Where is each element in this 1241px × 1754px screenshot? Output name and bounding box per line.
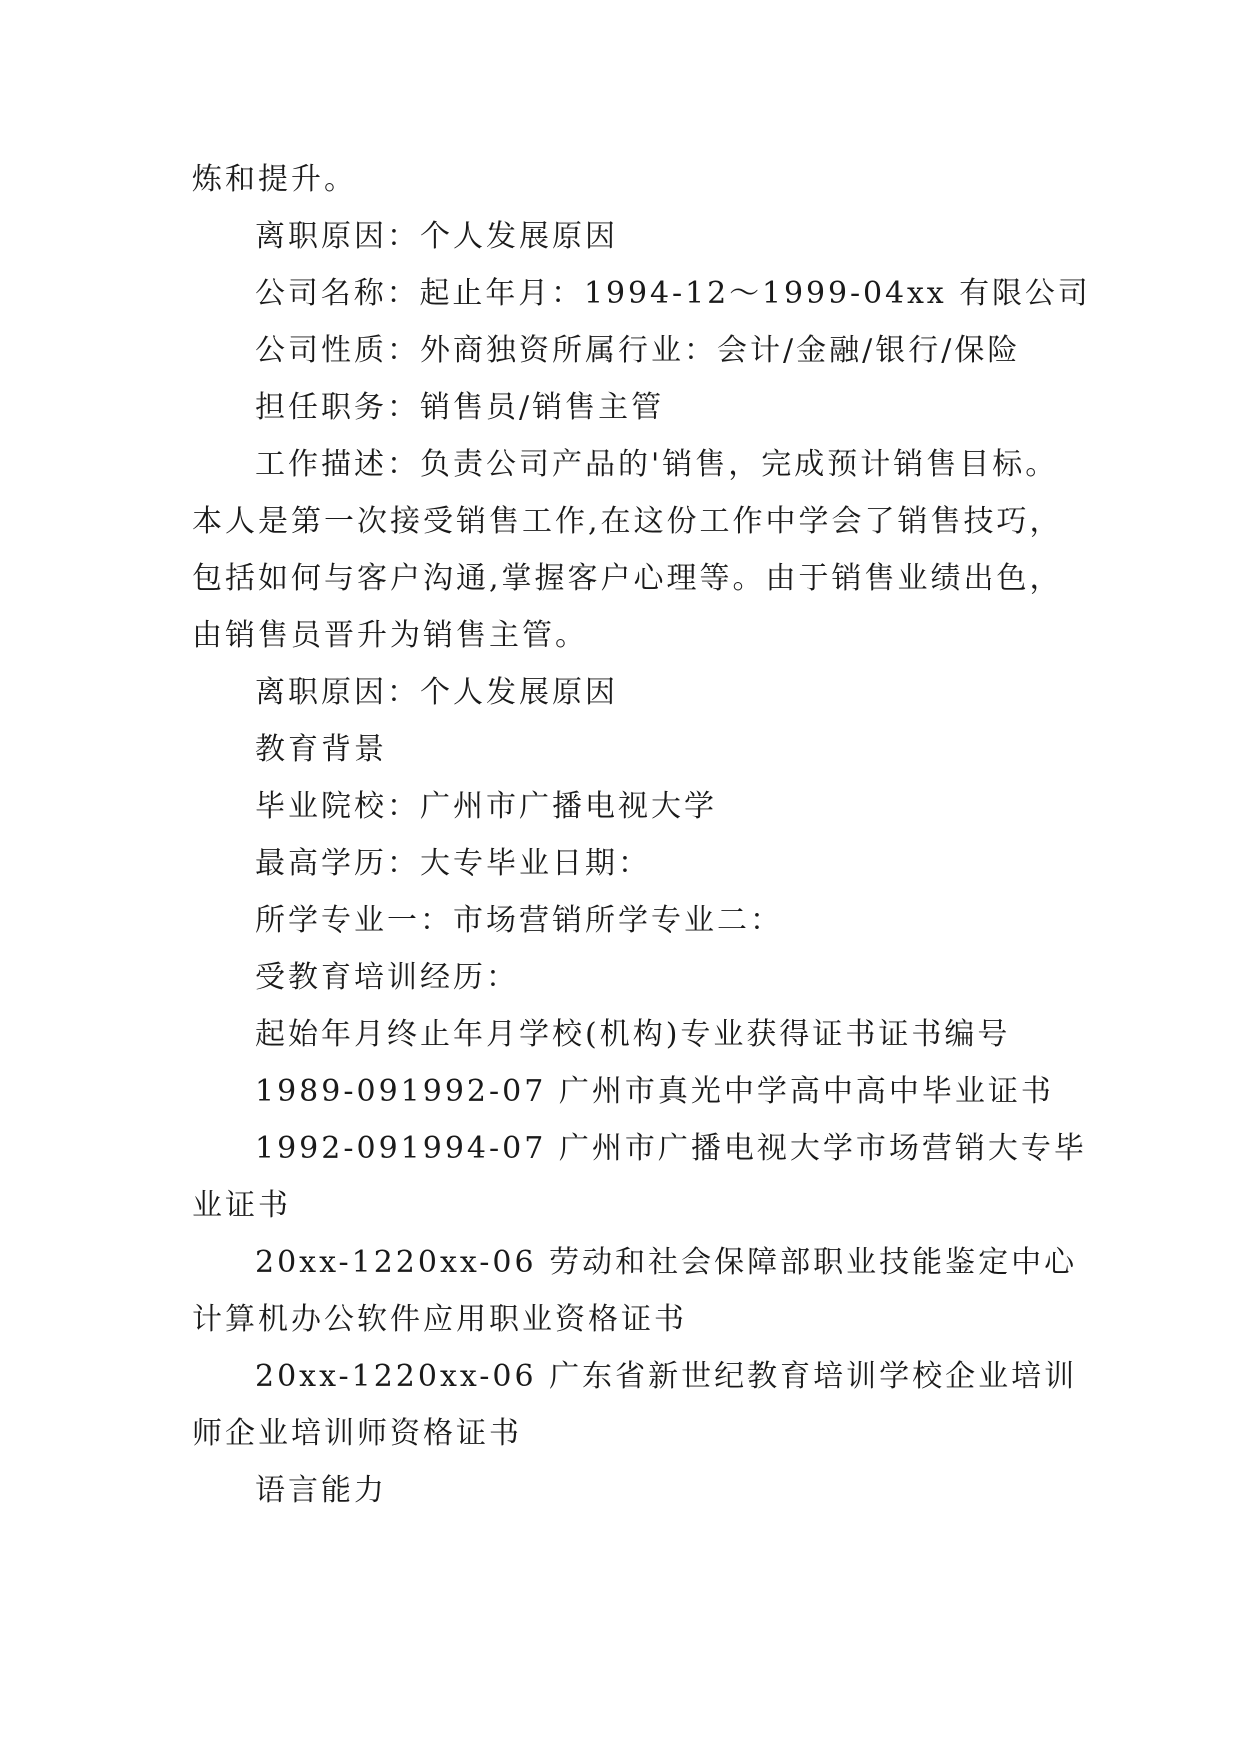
text-line: 炼和提升。: [192, 162, 357, 197]
text-line: 20xx-1220xx-06 劳动和社会保障部职业技能鉴定中心: [255, 1245, 1078, 1280]
text-line: 公司性质：外商独资所属行业：会计/金融/银行/保险: [255, 333, 1021, 368]
text-line: 20xx-1220xx-06 广东省新世纪教育培训学校企业培训: [255, 1359, 1078, 1394]
text-line: 离职原因：个人发展原因: [255, 675, 618, 710]
section-heading: 语言能力: [255, 1473, 387, 1508]
text-line: 毕业院校：广州市广播电视大学: [255, 789, 717, 824]
text-line: 包括如何与客户沟通,掌握客户心理等。由于销售业绩出色，: [192, 561, 1063, 596]
text-line: 1989-091992-07 广州市真光中学高中高中毕业证书: [255, 1074, 1054, 1109]
text-line: 所学专业一：市场营销所学专业二：: [255, 903, 783, 938]
text-line: 受教育培训经历：: [255, 960, 519, 995]
text-line: 1992-091994-07 广州市广播电视大学市场营销大专毕: [255, 1131, 1087, 1166]
text-line: 业证书: [192, 1188, 291, 1223]
text-line: 离职原因：个人发展原因: [255, 219, 618, 254]
text-line: 师企业培训师资格证书: [192, 1416, 522, 1451]
text-line: 最高学历：大专毕业日期：: [255, 846, 651, 881]
text-line: 起始年月终止年月学校(机构)专业获得证书证书编号: [255, 1017, 1011, 1052]
text-line: 本人是第一次接受销售工作,在这份工作中学会了销售技巧，: [192, 504, 1063, 539]
text-line: 工作描述：负责公司产品的'销售，完成预计销售目标。: [255, 447, 1059, 482]
text-line: 计算机办公软件应用职业资格证书: [192, 1302, 687, 1337]
text-line: 担任职务：销售员/销售主管: [255, 390, 665, 425]
text-line: 公司名称：起止年月：1994-12～1999-04xx 有限公司: [255, 276, 1091, 311]
section-heading: 教育背景: [255, 732, 387, 767]
text-line: 由销售员晋升为销售主管。: [192, 618, 588, 653]
